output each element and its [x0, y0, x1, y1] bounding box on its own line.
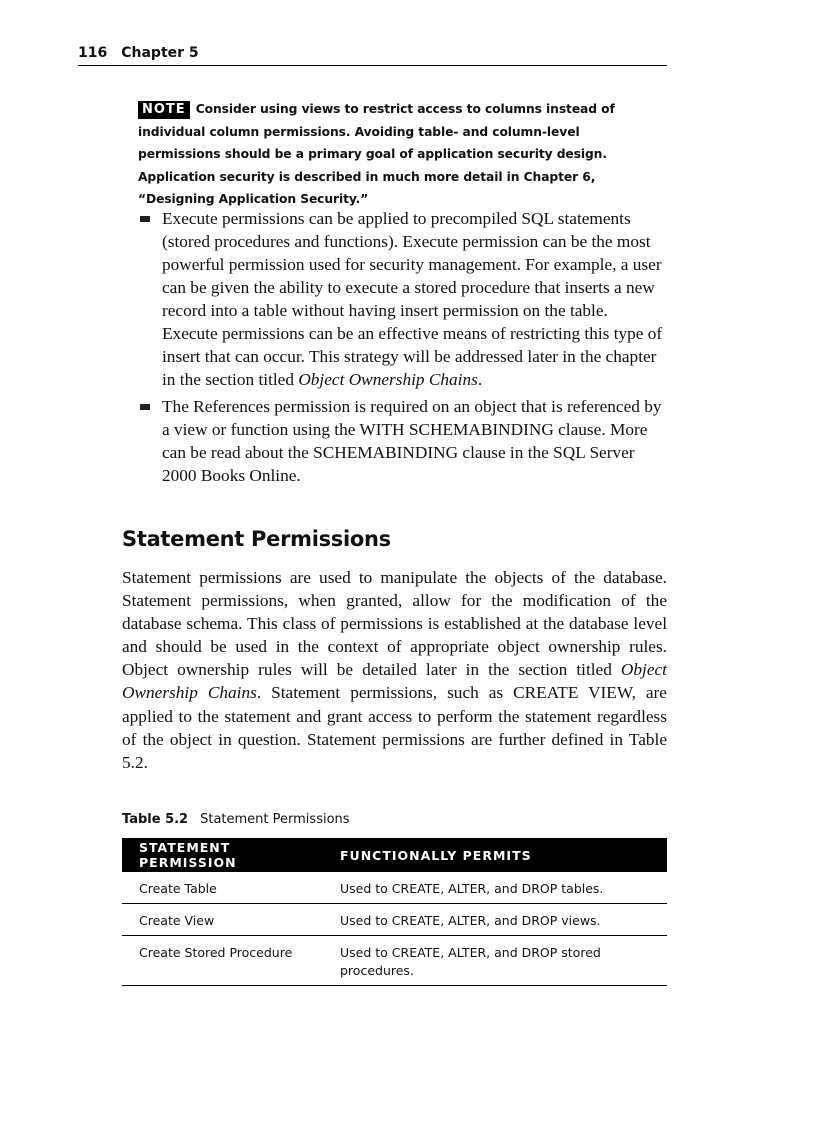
bullet-square-icon: [140, 404, 150, 410]
table-cell: Used to CREATE, ALTER, and DROP views.: [322, 904, 667, 936]
table-caption-number: Table 5.2: [122, 812, 189, 827]
table-row: [122, 904, 667, 936]
chapter-title: Chapter 5: [121, 45, 199, 61]
para-italic-ref: Object Ownership Chains: [122, 660, 667, 703]
section-heading: Statement Permissions: [122, 527, 391, 551]
page-number: 116: [78, 45, 108, 61]
table-caption-title: Statement Permissions: [200, 812, 350, 827]
bullet-list: [140, 207, 667, 491]
bullet-text: Execute permissions can be applied to precompiled SQL statements (stored procedures and functions). Execute permission can be the most powerful permission used for security management. For example, a user can be given the ability to execute a stored procedure that inserts a new record into a table without having insert permission on the table. Execute permissions can be an effective means of restricting this type of insert that can occur. This strategy will be addressed later in the chapter in the section titled: [162, 209, 663, 389]
bullet-square-icon: [140, 216, 150, 222]
bullet-text: The References permission is required on an object that is referenced by a view or function using the WITH SCHEMABINDING clause. More can be read about the SCHEMABINDING clause in the SQL Server 2000 Books Online.: [162, 397, 662, 485]
list-item: [140, 207, 667, 391]
bullet-italic-ref: Object Ownership Chains: [298, 370, 478, 389]
note-text: Consider using views to restrict access to columns instead of individual column permissions. Avoiding table- and column-level permissions should be a primary goal of application security design. Application security is described in much more detail in Chapter 6, “Designing Application Security.”: [138, 102, 615, 206]
table-cell: Create View: [122, 904, 322, 936]
note-label: NOTE: [138, 101, 190, 119]
table-header-row: [122, 838, 667, 872]
table-cell: Create Table: [122, 872, 322, 904]
table-row: [122, 872, 667, 904]
table-row: [122, 936, 667, 986]
statement-permissions-table: [122, 838, 667, 986]
table-caption: [122, 810, 350, 830]
note-box: [138, 98, 658, 211]
column-header-permits: FUNCTIONALLY PERMITS: [322, 838, 667, 872]
bullet-tail: .: [477, 370, 483, 389]
table-cell: Used to CREATE, ALTER, and DROP stored procedures.: [322, 936, 667, 986]
list-item: [140, 395, 667, 487]
para-text-after: . Statement permissions, such as CREATE VIEW, are applied to the statement and grant access to perform the statement regardless of the object in question. Statement permissions are further defined in Table 5.2.: [122, 683, 667, 772]
table-cell: Used to CREATE, ALTER, and DROP tables.: [322, 872, 667, 904]
para-text-before: Statement permissions are used to manipulate the objects of the database. Statement permissions, when granted, allow for the modification of the database schema. This class of permissions is established at the database level and should be used in the context of appropriate object ownership rules. Object ownership rules will be detailed later in the section titled: [122, 568, 667, 680]
running-head: [78, 44, 667, 66]
table-cell: Create Stored Procedure: [122, 936, 322, 986]
column-header-statement: STATEMENT PERMISSION: [122, 838, 322, 872]
body-paragraph: [122, 566, 667, 774]
